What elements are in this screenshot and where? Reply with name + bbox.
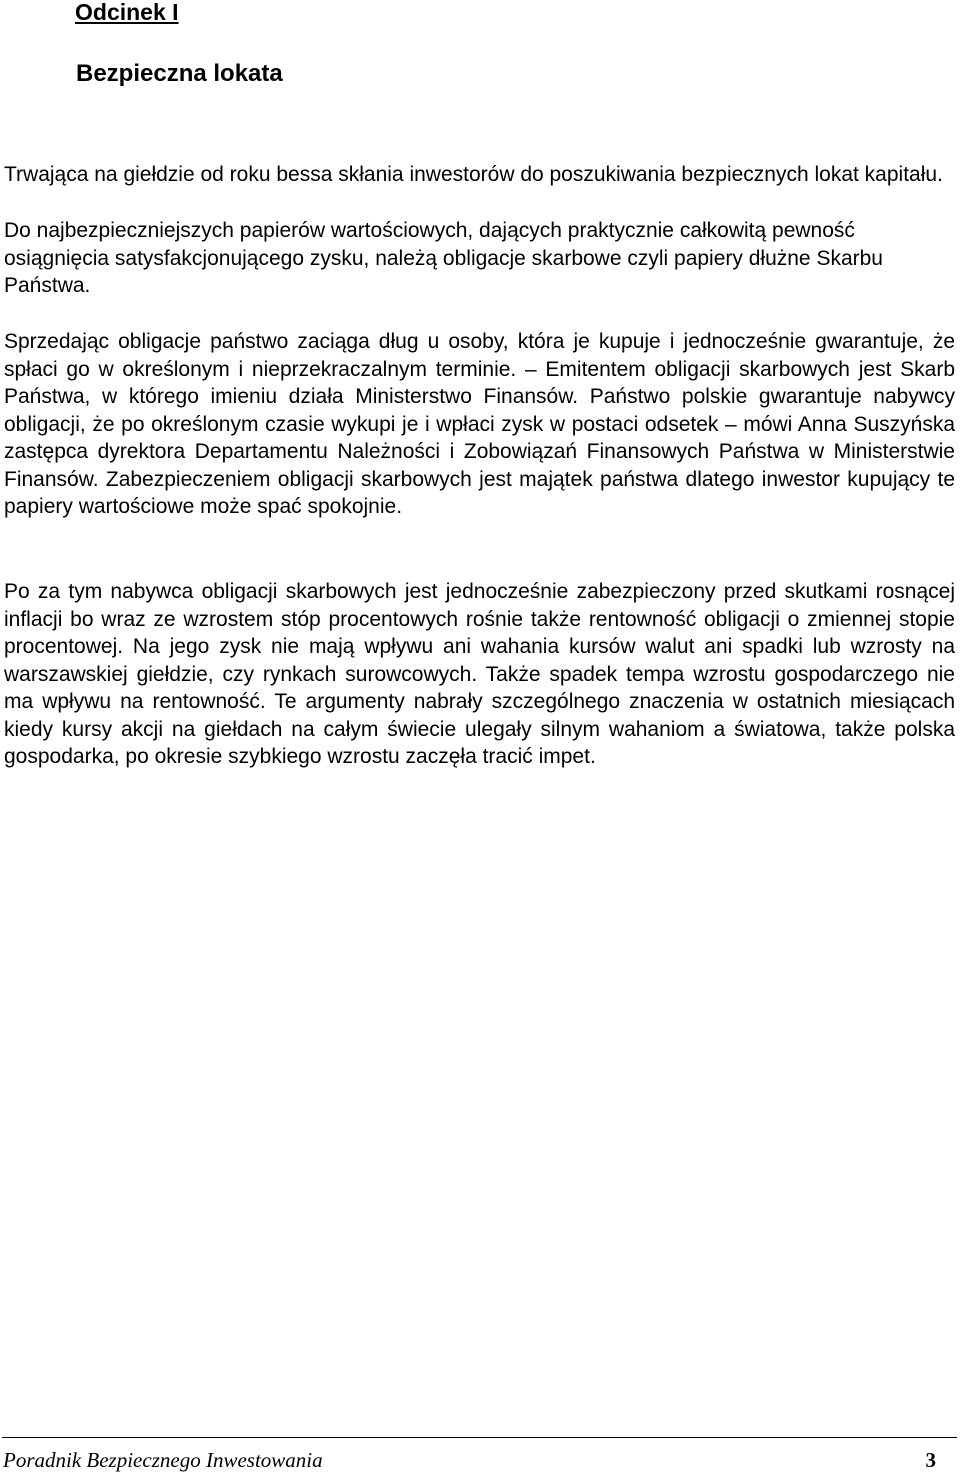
- footer-divider: [2, 1437, 957, 1438]
- paragraph-state-guarantee: Sprzedając obligacje państwo zaciąga dług u osoby, która je kupuje i jednocześnie gwarantuje, że spłaci go w określonym i nieprzekraczalnym terminie. – Emitentem obligacji skarbowych jest Skarb Państwa, w którego imieniu działa Ministerstwo Finansów. Państwo polskie gwarantuje nabywcy obligacji, że po określonym czasie wykupi je i wpłaci zysk w postaci odsetek – mówi Anna Suszyńska zastępca dyrektora Departamentu Należności i Zobowiązań Finansowych Państwa w Ministerstwie Finansów. Zabezpieczeniem obligacji skarbowych jest majątek państwa dlatego inwestor kupujący te papiery wartościowe może spać spokojnie.: [4, 330, 955, 518]
- paragraph-treasury-bonds: Do najbezpieczniejszych papierów wartościowych, dających praktycznie całkowitą pewność osiągnięcia satysfakcjonującego zysku, należą obligacje skarbowe czyli papiery dłużne Skarbu Państwa.: [4, 219, 883, 297]
- paragraph-inflation-protection: Po za tym nabywca obligacji skarbowych jest jednocześnie zabezpieczony przed skutkami rosnącej inflacji bo wraz ze wzrostem stóp procentowych rośnie także rentowność obligacji o zmiennej stopie procentowej. Na jego zysk nie mają wpływu ani wahania kursów walut ani spadki lub wzrosty na warszawskiej giełdzie, czy rynkach surowcowych. Także spadek tempa wzrostu gospodarczego nie ma wpływu na rentowność. Te argumenty nabrały szczególnego znaczenia w ostatnich miesiącach kiedy kursy akcji na giełdach na całym świecie ulegały silnym wahaniom a światowa, także polska gospodarka, po okresie szybkiego wzrostu zaczęła tracić impet.: [4, 580, 955, 768]
- section-label: Odcinek I: [75, 0, 179, 25]
- article-title: Bezpieczna lokata: [76, 60, 283, 87]
- footer-publication-title: Poradnik Bezpiecznego Inwestowania: [3, 1448, 323, 1472]
- paragraph-lead: Trwająca na giełdzie od roku bessa skłania inwestorów do poszukiwania bezpiecznych lokat kapitału.: [4, 163, 943, 186]
- page-number: 3: [925, 1448, 936, 1472]
